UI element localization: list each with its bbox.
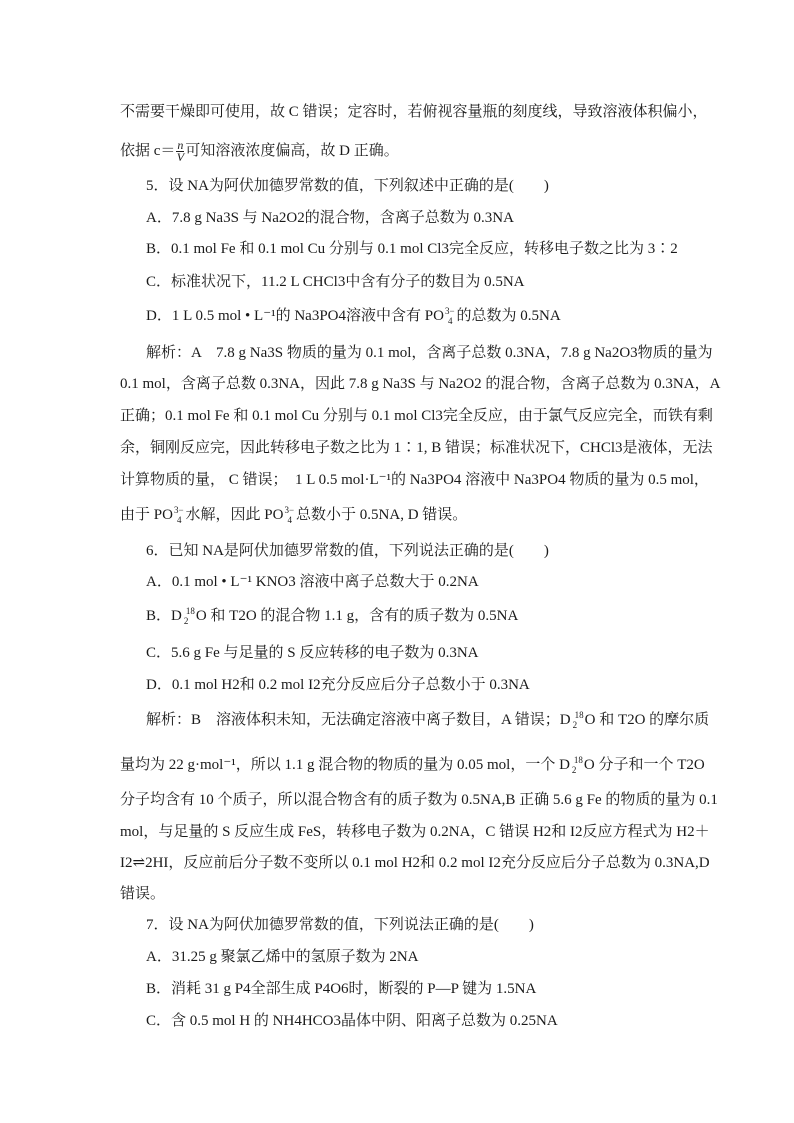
answer-5-line: 余，铜刚反应完，因此转移电子数之比为 1∶1, B 错误；标准状况下，CHCl3是液体，无法 (120, 440, 713, 456)
phosphate-ion-notation: 3− 4 (284, 505, 295, 526)
phosphate-ion-notation: 3− 4 (173, 505, 184, 526)
deuterium-isotope-notation: 18 2 (572, 710, 584, 731)
answer-5-line: 计算物质的量， C 错误； 1 L 0.5 mol·L⁻¹的 Na3PO4 溶液中 Na3PO4 物质的量为 0.5 mol， (120, 472, 709, 488)
question-6-option-a: A．0.1 mol • L⁻¹ KNO3 溶液中离子总数大于 0.2NA (146, 574, 479, 590)
answer-6-line: mol，与足量的 S 反应生成 FeS，转移电子数为 0.2NA，C 错误 H2和 I2反应方程式为 H2＋ (120, 824, 710, 840)
question-5-option-d: D．1 L 0.5 mol • L⁻¹的 Na3PO4溶液中含有 PO 3− 4 的总数为 0.5NA (146, 306, 561, 327)
question-6-option-b: B．D 18 2 O 和 T2O 的混合物 1.1 g，含有的质子数为 0.5NA (146, 606, 519, 627)
question-5-option-c: C．标准状况下，11.2 L CHCl3中含有分子的数目为 0.5NA (146, 274, 525, 290)
answer-6-line: 错误。 (120, 886, 166, 902)
answer-5-line: 由于 PO 3− 4 水解，因此 PO 3− 4 总数小于 0.5NA, D 错误。 (120, 505, 468, 526)
question-7-option-a: A．31.25 g 聚氯乙烯中的氢原子数为 2NA (146, 949, 419, 965)
text-line-with-fraction: 依据 c＝ $\frac{n}{V}$ 可知溶液浓度偏高，故 D 正确。 (120, 138, 399, 164)
answer-6-line: 解析：B 溶液体积未知，无法确定溶液中离子数目，A 错误；D 18 2 O 和 T2O 的摩尔质 (146, 710, 710, 731)
question-7-option-b: B．消耗 31 g P4全部生成 P4O6时，断裂的 P—P 键为 1.5NA (146, 981, 537, 997)
question-7-option-c: C．含 0.5 mol H 的 NH4HCO3晶体中阴、阳离子总数为 0.25NA (146, 1013, 558, 1029)
text-line: 不需要干燥即可使用，故 C 错误；定容时，若俯视容量瓶的刻度线，导致溶液体积偏小， (120, 104, 708, 120)
deuterium-isotope-notation: 18 2 (183, 606, 195, 627)
phosphate-ion-notation: 3− 4 (444, 306, 455, 327)
question-6-option-d: D．0.1 mol H2和 0.2 mol I2充分反应后分子总数小于 0.3NA (146, 677, 530, 693)
question-5-option-b: B．0.1 mol Fe 和 0.1 mol Cu 分别与 0.1 mol Cl3完全反应，转移电子数之比为 3∶2 (146, 241, 678, 257)
answer-6-line: 分子均含有 10 个质子，所以混合物含有的质子数为 0.5NA,B 正确 5.6 g Fe 的物质的量为 0.1 (120, 792, 718, 808)
answer-6-line: 量均为 22 g·mol⁻¹，所以 1.1 g 混合物的物质的量为 0.05 mol，一个 D 18 2 O 分子和一个 T2O (120, 755, 705, 776)
answer-5-line: 解析：A 7.8 g Na3S 物质的量为 0.1 mol，含离子总数 0.3NA，7.8 g Na2O3物质的量为 (146, 345, 713, 361)
answer-5-line: 正确；0.1 mol Fe 和 0.1 mol Cu 分别与 0.1 mol Cl3完全反应，由于氯气反应完全，而铁有剩 (120, 408, 713, 424)
question-6-stem: 6．已知 NA是阿伏加德罗常数的值，下列说法正确的是( ) (146, 543, 549, 559)
question-6-option-c: C．5.6 g Fe 与足量的 S 反应转移的电子数为 0.3NA (146, 645, 479, 661)
fraction-n-over-v: $\frac{n}{V}$ (176, 138, 185, 164)
deuterium-isotope-notation: 18 2 (571, 755, 583, 776)
question-5-stem: 5．设 NA为阿伏加德罗常数的值，下列叙述中正确的是( ) (146, 178, 549, 194)
question-5-option-a: A．7.8 g Na3S 与 Na2O2的混合物，含离子总数为 0.3NA (146, 210, 514, 226)
answer-6-line: I2⇌2HI，反应前后分子数不变所以 0.1 mol H2和 0.2 mol I2充分反应后分子总数为 0.3NA,D (120, 855, 710, 871)
question-7-stem: 7．设 NA为阿伏加德罗常数的值，下列说法正确的是( ) (146, 917, 534, 933)
answer-5-line: 0.1 mol，含离子总数 0.3NA，因此 7.8 g Na3S 与 Na2O2 的混合物，含离子总数为 0.3NA，A (120, 376, 721, 392)
